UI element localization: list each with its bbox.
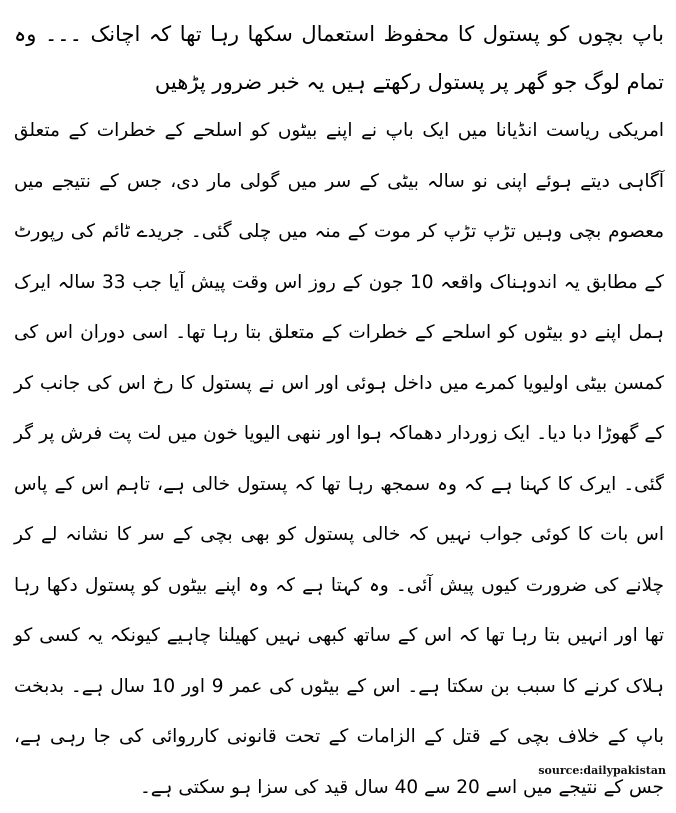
article-title: باپ بچوں کو پستول کا محفوظ استعمال سکھا رہا تھا کہ اچانک ۔۔۔ وہ تمام لوگ جو گھر پر پستول رکھتے ہیں یہ خبر ضرور پڑھیں: [14, 22, 664, 94]
article-body: امریکی ریاست انڈیانا میں ایک باپ نے اپنے بیٹوں کو اسلحے کے خطرات کے متعلق آگاہی دیتے ہوئے اپنی نو سالہ بیٹی کے سر میں گولی مار دی، جس کے نتیجے میں معصوم بچی وہیں تڑپ تڑپ کر موت کے منہ میں چلی گئی۔ جریدے ٹائم کی رپورٹ کے مطابق یہ اندوہناک واقعہ 10 جون کے روز اس وقت پیش آیا جب 33 سالہ ایرک ہمل اپنے دو بیٹوں کو اسلحے کے خطرات کے متعلق بتا رہا تھا۔ اسی دوران اس کی کمسن بیٹی اولیویا کمرے میں داخل ہوئی اور اس نے پستول کا رخ اس کی جانب کر کے گھوڑا دبا دیا۔ ایک زوردار دھماکہ ہوا اور ننھی الیویا خون میں لت پت فرش پر گر گئی۔ ایرک کا کہنا ہے کہ وہ سمجھ رہا تھا کہ پستول خالی ہے، تاہم اس کے پاس اس بات کا کوئی جواب نہیں کہ خالی پستول کو بھی بچی کے سر کا نشانہ لے کر چلانے کی ضرورت کیوں پیش آئی۔ وہ کہتا ہے کہ وہ اپنے بیٹوں کو پستول دکھا رہا تھا اور انہیں بتا رہا تھا کہ اس کے ساتھ کبھی نہیں کھیلنا چاہیے کیونکہ یہ کسی کو ہلاک کرنے کا سبب بن سکتا ہے۔ اس کے بیٹوں کی عمر 9 اور 10 سال ہے۔ بدبخت باپ کے خلاف بچی کے قتل کے الزامات کے تحت قانونی کارروائی کی جا رہی ہے، جس کے نتیجے میں اسے 20 سے 40 سال قید کی سزا ہو سکتی ہے۔: [14, 120, 664, 798]
source-credit: source:dailypakistan: [538, 764, 666, 777]
news-article: [14, 10, 664, 813]
